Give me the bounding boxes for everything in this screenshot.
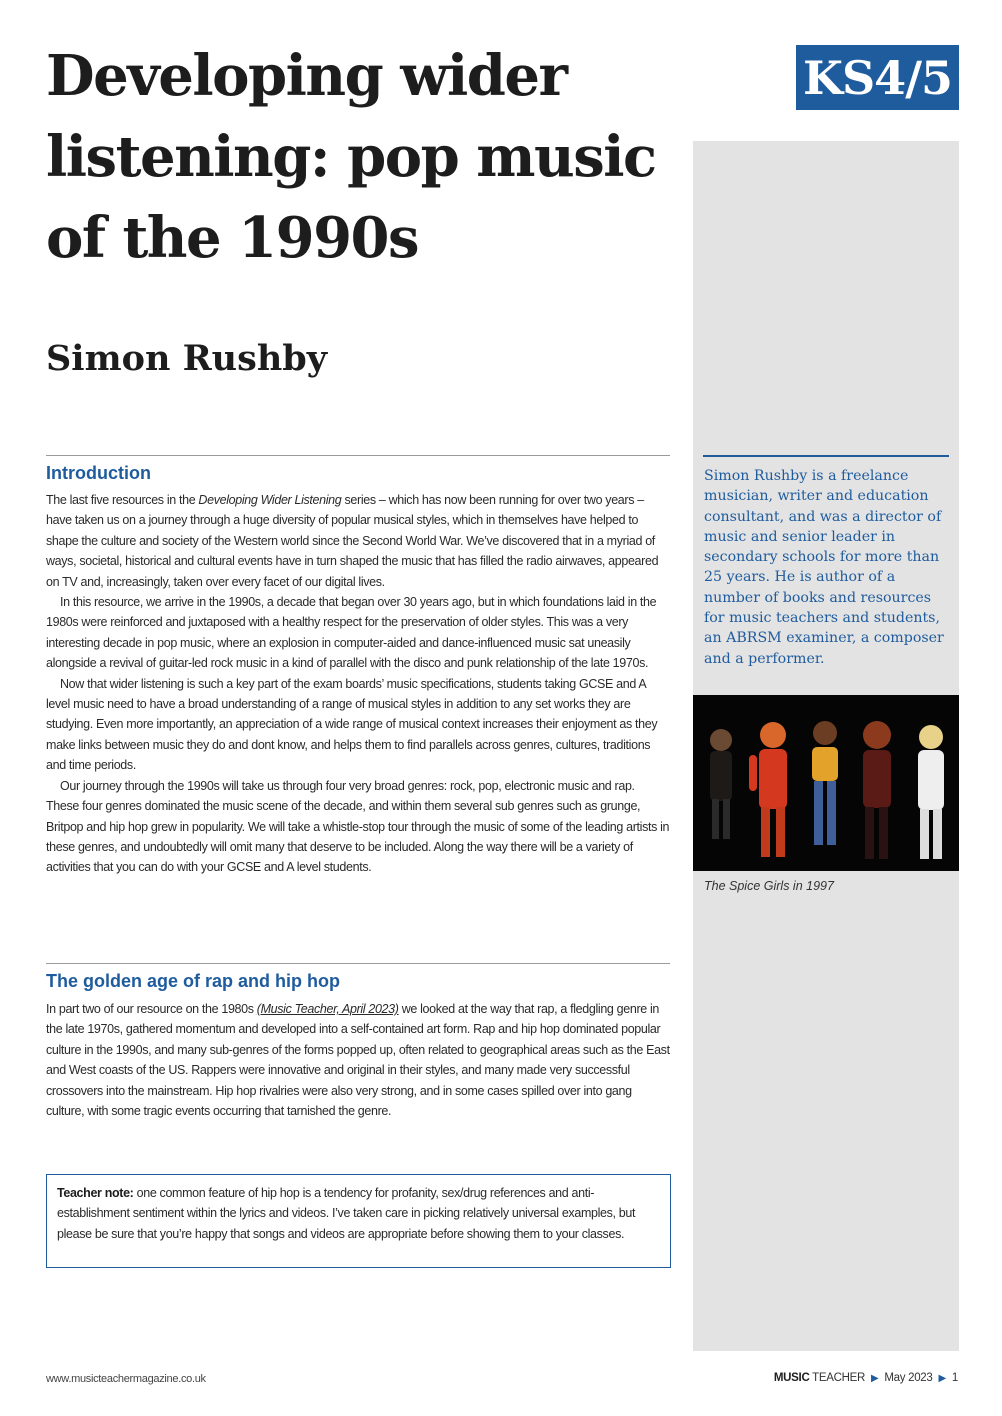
intro-paragraph: [46, 490, 670, 592]
photo-caption: The Spice Girls in 1997: [704, 879, 834, 893]
rap-paragraph: [46, 999, 670, 1121]
performers-illustration: [693, 695, 959, 871]
rap-hiphop-heading: The golden age of rap and hip hop: [46, 971, 340, 991]
intro-paragraph: Our journey through the 1990s will take us through four very broad genres: rock, pop, electronic music and rap. These four genres dominated the music scene of the decade, and within them several sub genres such as grunge, Britpop and hip hop grew in popularity. We will take a whistle-stop tour through the music of some of the leading artists in these genres, and undoubtedly will omit many that deserve to be included. Along the way there will be a variety of activities that you can do with your GCSE and A level students.: [46, 778, 670, 875]
intro-paragraph: Now that wider listening is such a key part of the exam boards’ music specifications, students taking GCSE and A level music need to have a broad understanding of a range of musical styles in addition to any set works they are studying. Even more importantly, an appreciation of a wide range of musical context increases their enjoyment as they make links between music they do and dont know, and helps them to find parallels across genres, cultures, traditions and time periods.: [46, 676, 658, 773]
article-title: [46, 36, 686, 279]
rap-p1-pre: In part two of our resource on the 1980s: [46, 1002, 257, 1016]
footer-website-link[interactable]: www.musicteachermagazine.co.uk: [46, 1373, 206, 1385]
rap-hiphop-body: [46, 999, 670, 1121]
footer-publication-info: [774, 1372, 958, 1384]
sidebar-divider: [703, 455, 949, 457]
author-name: Simon Rushby: [46, 338, 328, 379]
key-stage-badge: KS4/5: [796, 45, 959, 110]
teacher-note-label: Teacher note:: [57, 1186, 134, 1200]
teacher-note-text: one common feature of hip hop is a tendency for profanity, sex/drug references and anti-establishment sentiment within the lyrics and videos. I’ve taken care in picking relatively universal examples, but please be sure that you’re happy that songs and videos are appropriate before showing them to your classes.: [57, 1186, 636, 1241]
title-line: of the 1990s: [46, 205, 419, 271]
triangle-arrow-icon: ▶: [871, 1372, 879, 1384]
intro-p1-post: series – which has now been running for over two years – have taken us on a journey through a huge diversity of popular musical styles, which in themselves have helped to shape the culture and society of the Western world since the Second World War. We’ve discovered that in a myriad of ways, societal, historical and cultural events have in turn shaped the music that has filled the radio airwaves, appeared on TV and, increasingly, taken over every facet of our digital lives.: [46, 493, 659, 589]
author-bio: Simon Rushby is a freelance musician, writer and education consultant, and was a director of music and senior leader in secondary schools for more than 25 years. He is author of a number of books and resources for music teachers and students, an ABRSM examiner, a composer and a performer.: [704, 468, 944, 667]
section-divider: [46, 963, 670, 964]
introduction-heading: Introduction: [46, 463, 151, 483]
rap-p1-post: we looked at the way that rap, a fledgling genre in the late 1970s, gathered momentum and developed into a self-contained art form. Rap and hip hop dominated popular culture in the 1990s, and many sub-genres of the forms popped up, often related to geographical areas such as the East and West coasts of the US. Rappers were innovative and original in their styles, and many made very successful crossovers into the mainstream. Hip hop rivalries were also very strong, and in some cases spilled over into gang culture, with some tragic events occurring that tarnished the genre.: [46, 1002, 670, 1119]
introduction-body: [46, 490, 670, 878]
intro-paragraph: In this resource, we arrive in the 1990s, a decade that began over 30 years ago, but in which foundations laid in the 1980s were reinforced and juxtaposed with a healthy respect for the preservation of older styles. This was a very interesting decade in pop music, where an explosion in computer-aided and dance-influenced music sat uneasily alongside a revival of guitar-led rock music in a kind of parallel with the disco and punk relationship of the late 1970s.: [46, 595, 657, 671]
issue-date: May 2023: [884, 1372, 933, 1384]
page-number: 1: [951, 1372, 958, 1384]
brand-bold: MUSIC: [773, 1372, 810, 1384]
title-line: Developing wider: [46, 43, 567, 109]
spice-girls-photo: [693, 695, 959, 871]
teacher-note-box: [46, 1174, 671, 1268]
triangle-arrow-icon: ▶: [938, 1372, 946, 1384]
series-name: Developing Wider Listening: [198, 493, 342, 507]
music-teacher-link[interactable]: (Music Teacher, April 2023): [256, 1002, 399, 1016]
section-divider: [46, 455, 670, 456]
magazine-brand: [774, 1372, 865, 1384]
intro-p1-pre: The last five resources in the: [46, 493, 199, 507]
brand-rest: TEACHER: [809, 1372, 865, 1384]
title-line: listening: pop music: [46, 124, 656, 190]
